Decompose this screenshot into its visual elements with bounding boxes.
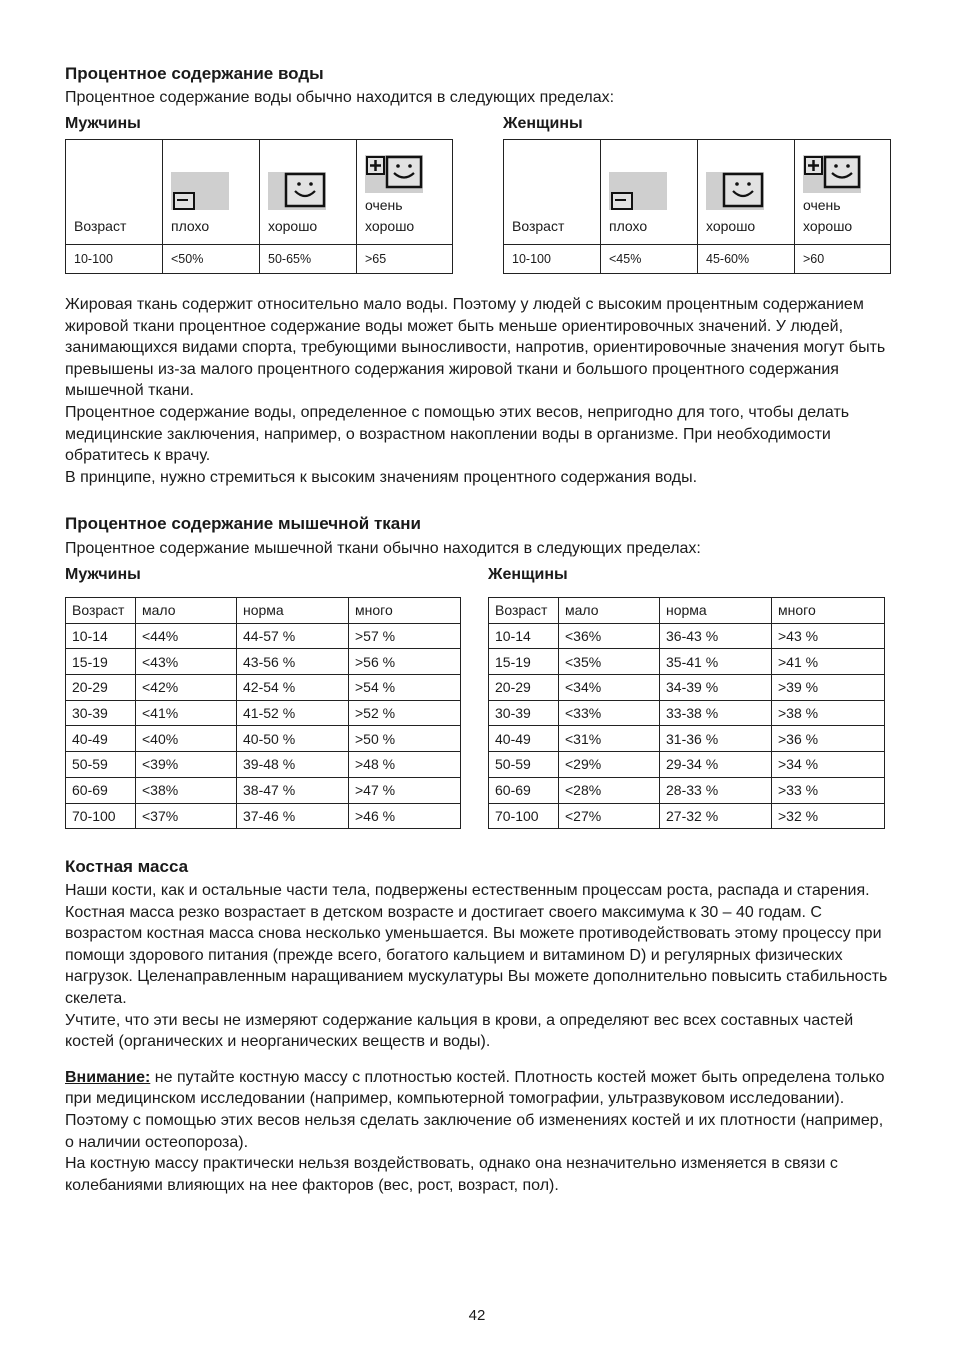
- cell-normal: 40-50 %: [237, 726, 349, 752]
- cell-normal: 29-34 %: [660, 752, 772, 778]
- cell-age: 20-29: [66, 675, 136, 701]
- cell-normal: 42-54 %: [237, 675, 349, 701]
- col-age: Возраст: [66, 140, 163, 245]
- cell-age: 60-69: [66, 777, 136, 803]
- col-bad: плохо: [163, 140, 260, 245]
- cell-age: 60-69: [489, 777, 559, 803]
- muscle-men-label: Мужчины: [65, 566, 141, 583]
- cell-low: <27%: [559, 803, 660, 829]
- header-age: Возраст: [66, 598, 136, 624]
- header-normal: норма: [660, 598, 772, 624]
- cell-age: 40-49: [489, 726, 559, 752]
- women-age: 10-100: [504, 245, 601, 274]
- cell-low: <29%: [559, 752, 660, 778]
- water-paragraph-3: В принципе, нужно стремиться к высоким значениям процентного содержания воды.: [65, 468, 698, 486]
- table-row: [489, 726, 885, 752]
- muscle-women-table: [488, 597, 885, 829]
- cell-normal: 34-39 %: [660, 675, 772, 701]
- plus-smiley-icon: [803, 155, 861, 193]
- muscle-men-table: [65, 597, 461, 829]
- cell-normal: 41-52 %: [237, 700, 349, 726]
- header-low: мало: [559, 598, 660, 624]
- table-row: [489, 752, 885, 778]
- water-men-table: [65, 139, 453, 274]
- cell-age: 30-39: [489, 700, 559, 726]
- col-bad: плохо: [601, 140, 698, 245]
- table-header-row: [66, 598, 461, 624]
- cell-age: 50-59: [66, 752, 136, 778]
- cell-low: <39%: [136, 752, 237, 778]
- table-row: [66, 752, 461, 778]
- col-very-good: очень хорошо: [357, 140, 453, 245]
- table-row: [489, 803, 885, 829]
- cell-age: 10-14: [66, 623, 136, 649]
- water-intro: Процентное содержание воды обычно находится в следующих пределах:: [65, 89, 615, 106]
- cell-normal: 43-56 %: [237, 649, 349, 675]
- col-good: хорошо: [698, 140, 795, 245]
- table-row: [489, 623, 885, 649]
- men-very-good: >65: [357, 245, 453, 274]
- cell-low: <35%: [559, 649, 660, 675]
- bone-paragraph-1: Наши кости, как и остальные части тела, подвержены естественным процессам роста, распада и старения. Костная масса резко возрастает в детском возрасте и достигает своего максимума к 30 – 40 годам. С возрастом костная масса снова несколько уменьшается. Вы можете противодействовать этому процессу при помощи здорового питания (прежде всего, богатого кальцием и витамином D) и регулярных физических нагрузок. Целенаправленным наращиванием мускулатуры Вы можете дополнительно повысить стабильность скелета.: [65, 882, 888, 1007]
- cell-normal: 31-36 %: [660, 726, 772, 752]
- cell-normal: 44-57 %: [237, 623, 349, 649]
- men-good: 50-65%: [260, 245, 357, 274]
- bone-paragraph-3: На костную массу практически нельзя воздействовать, однако она незначительно изменяется в связи с колебаниями влияющих на нее факторов (вес, рост, возраст, пол).: [65, 1155, 838, 1194]
- cell-low: <42%: [136, 675, 237, 701]
- header-high: много: [772, 598, 885, 624]
- women-bad: <45%: [601, 245, 698, 274]
- cell-normal: 27-32 %: [660, 803, 772, 829]
- water-text: [65, 294, 895, 488]
- table-row: [489, 675, 885, 701]
- water-women-table: [503, 139, 891, 274]
- bone-paragraph-2: Учтите, что эти весы не измеряют содержание кальция в крови, а определяют вес всех составных частей костей (органических и неорганических веществ и воды).: [65, 1011, 854, 1051]
- table-header-row: [489, 598, 885, 624]
- cell-low: <31%: [559, 726, 660, 752]
- bone-warning: [65, 1067, 895, 1153]
- water-title: Процентное содержание воды: [65, 64, 324, 83]
- header-low: мало: [136, 598, 237, 624]
- women-good: 45-60%: [698, 245, 795, 274]
- men-bad: <50%: [163, 245, 260, 274]
- cell-normal: 35-41 %: [660, 649, 772, 675]
- cell-low: <40%: [136, 726, 237, 752]
- cell-normal: 37-46 %: [237, 803, 349, 829]
- smiley-icon: [268, 172, 326, 210]
- header-age: Возраст: [489, 598, 559, 624]
- minus-icon: [171, 172, 229, 210]
- smiley-icon: [706, 172, 764, 210]
- minus-icon: [609, 172, 667, 210]
- cell-low: <38%: [136, 777, 237, 803]
- cell-low: <37%: [136, 803, 237, 829]
- cell-normal: 36-43 %: [660, 623, 772, 649]
- water-paragraph-2: Процентное содержание воды, определенное с помощью этих весов, непригодно для того, чтобы делать медицинские заключения, например, о возрастном накоплении воды в организме. При необходимости обратитесь к врачу.: [65, 403, 850, 465]
- warning-label: Внимание:: [65, 1068, 151, 1086]
- cell-age: 15-19: [489, 649, 559, 675]
- table-row: [489, 700, 885, 726]
- cell-age: 30-39: [66, 700, 136, 726]
- muscle-intro: Процентное содержание мышечной ткани обычно находится в следующих пределах:: [65, 540, 701, 557]
- water-women-label: Женщины: [503, 115, 583, 132]
- muscle-women-label: Женщины: [488, 566, 568, 583]
- cell-high: >33 %: [772, 777, 885, 803]
- cell-high: >50 %: [349, 726, 461, 752]
- cell-high: >46 %: [349, 803, 461, 829]
- table-row: [66, 777, 461, 803]
- cell-age: 70-100: [66, 803, 136, 829]
- table-row: [66, 700, 461, 726]
- table-row: [489, 777, 885, 803]
- cell-age: 10-14: [489, 623, 559, 649]
- muscle-title: Процентное содержание мышечной ткани: [65, 514, 421, 533]
- cell-high: >32 %: [772, 803, 885, 829]
- bone-text: [65, 880, 895, 1196]
- cell-high: >39 %: [772, 675, 885, 701]
- cell-high: >38 %: [772, 700, 885, 726]
- col-good: хорошо: [260, 140, 357, 245]
- cell-high: >36 %: [772, 726, 885, 752]
- table-row: [66, 803, 461, 829]
- cell-low: <34%: [559, 675, 660, 701]
- col-very-good: очень хорошо: [795, 140, 891, 245]
- header-normal: норма: [237, 598, 349, 624]
- cell-age: 20-29: [489, 675, 559, 701]
- page-number: 42: [468, 1307, 486, 1324]
- cell-normal: 28-33 %: [660, 777, 772, 803]
- cell-low: <28%: [559, 777, 660, 803]
- cell-high: >41 %: [772, 649, 885, 675]
- cell-low: <36%: [559, 623, 660, 649]
- header-high: много: [349, 598, 461, 624]
- cell-high: >47 %: [349, 777, 461, 803]
- cell-low: <44%: [136, 623, 237, 649]
- water-paragraph-1: Жировая ткань содержит относительно мало воды. Поэтому у людей с высоким процентным содержанием жировой ткани процентное содержание воды может быть меньше ориентировочных значений. У людей, занимающихся видами спорта, требующими выносливости, напротив, ориентировочные значения могут быть превышены из-за малого процентного содержания жировой ткани и большого процентного содержания мышечной ткани.: [65, 296, 886, 400]
- cell-high: >56 %: [349, 649, 461, 675]
- cell-normal: 33-38 %: [660, 700, 772, 726]
- cell-high: >43 %: [772, 623, 885, 649]
- table-row: [66, 726, 461, 752]
- men-age: 10-100: [66, 245, 163, 274]
- cell-age: 50-59: [489, 752, 559, 778]
- women-very-good: >60: [795, 245, 891, 274]
- cell-high: >34 %: [772, 752, 885, 778]
- cell-high: >57 %: [349, 623, 461, 649]
- table-row: [66, 649, 461, 675]
- bone-title: Костная масса: [65, 857, 189, 876]
- cell-low: <41%: [136, 700, 237, 726]
- warning-text: не путайте костную массу с плотностью костей. Плотность костей может быть определена только при медицинском исследовании (например, компьютерной томографии, ультразвуковом исследовании). Поэтому с помощью этих весов нельзя сделать заключение об изменениях костей и их плотности (например, о наличии остеопороза).: [65, 1068, 885, 1151]
- cell-high: >54 %: [349, 675, 461, 701]
- cell-normal: 39-48 %: [237, 752, 349, 778]
- cell-low: <33%: [559, 700, 660, 726]
- cell-age: 70-100: [489, 803, 559, 829]
- table-row: [489, 649, 885, 675]
- table-row: [66, 675, 461, 701]
- col-age: Возраст: [504, 140, 601, 245]
- water-men-label: Мужчины: [65, 115, 141, 132]
- cell-age: 40-49: [66, 726, 136, 752]
- cell-age: 15-19: [66, 649, 136, 675]
- table-row: [66, 623, 461, 649]
- cell-high: >52 %: [349, 700, 461, 726]
- cell-high: >48 %: [349, 752, 461, 778]
- plus-smiley-icon: [365, 155, 423, 193]
- cell-normal: 38-47 %: [237, 777, 349, 803]
- cell-low: <43%: [136, 649, 237, 675]
